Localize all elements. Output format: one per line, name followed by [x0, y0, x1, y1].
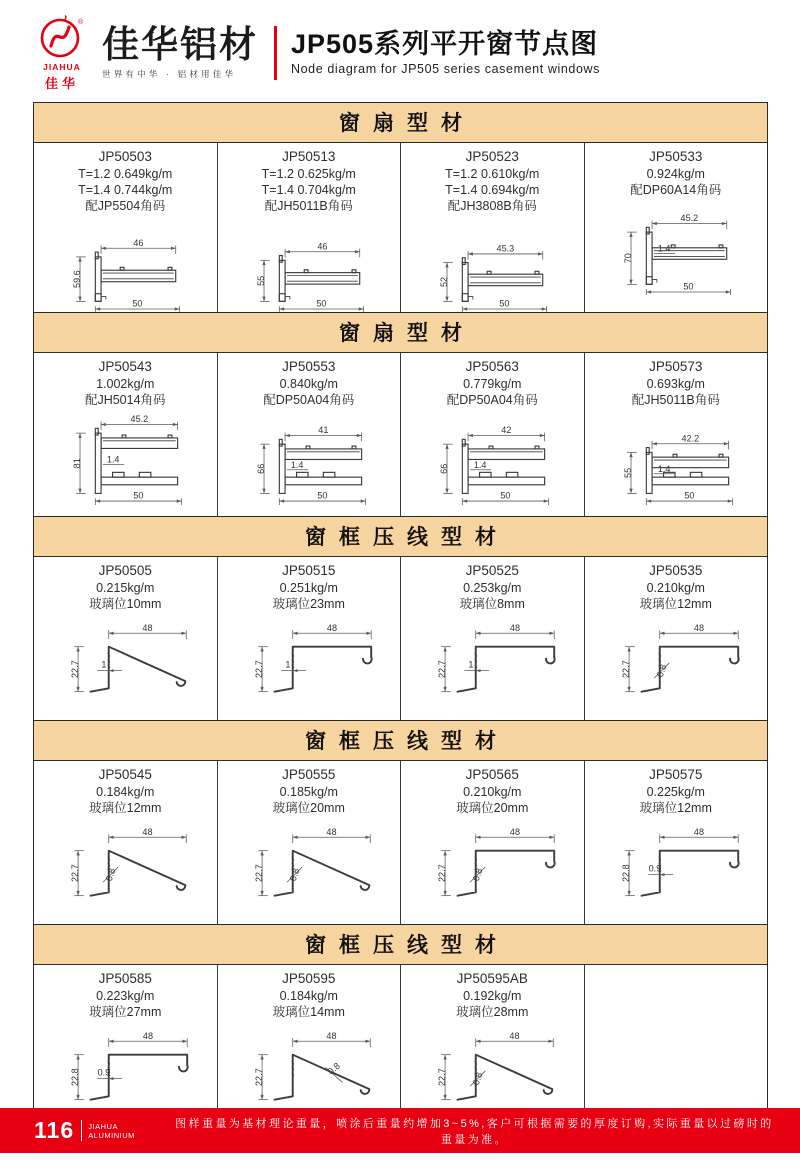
svg-text:50: 50 — [317, 490, 328, 501]
product-cell-JP50505 — [34, 557, 218, 720]
svg-text:1.4: 1.4 — [107, 454, 120, 465]
product-spec: 0.210kg/m — [463, 784, 522, 799]
svg-text:48: 48 — [693, 826, 704, 837]
product-spec: T=1.2 0.625kg/m — [261, 166, 356, 181]
product-cell-JP50575 — [585, 761, 768, 924]
svg-text:0.8: 0.8 — [104, 867, 118, 883]
product-spec: 玻璃位14mm — [272, 1004, 345, 1019]
product-spec: 0.251kg/m — [279, 580, 338, 595]
product-code: JP50595AB — [456, 970, 528, 986]
svg-text:48: 48 — [510, 622, 521, 633]
profile-drawing-JP50555 — [220, 819, 398, 913]
product-cell-JP50555 — [218, 761, 402, 924]
footer-note: 图样重量为基材理论重量，喷涂后重量约增加3~5%,客户可根据需要的厚度订购,实际重量以过磅时的重量为准。 — [175, 1117, 774, 1146]
product-spec: 配DP50A04角码 — [446, 392, 538, 407]
product-spec: 0.185kg/m — [279, 784, 338, 799]
svg-text:1.4: 1.4 — [657, 463, 671, 474]
product-cell-JP50513 — [218, 143, 402, 312]
product-spec: 玻璃位8mm — [459, 596, 525, 611]
profile-catalogue-table — [33, 102, 768, 1137]
svg-text:52: 52 — [439, 276, 450, 287]
section-body — [34, 353, 767, 516]
profile-drawing-JP50515 — [220, 615, 398, 709]
product-code: JP50515 — [282, 562, 336, 578]
svg-text:48: 48 — [143, 1030, 154, 1041]
product-spec: 0.184kg/m — [279, 988, 338, 1003]
svg-text:45.2: 45.2 — [130, 414, 149, 425]
svg-text:0.8: 0.8 — [654, 663, 669, 679]
product-cell-JP50523 — [401, 143, 585, 312]
svg-text:22.7: 22.7 — [253, 864, 264, 883]
svg-text:1: 1 — [101, 659, 107, 670]
profile-drawing-JP50585 — [36, 1023, 214, 1117]
product-spec: 配JH5014角码 — [84, 392, 166, 407]
profile-drawing-JP50573 — [587, 411, 765, 505]
product-spec: 0.840kg/m — [279, 376, 338, 391]
title-block — [291, 30, 600, 77]
logo-text-cn: 佳华 — [44, 75, 79, 91]
svg-text:22.7: 22.7 — [437, 864, 448, 883]
product-code: JP50523 — [465, 149, 519, 164]
product-cell-JP50545 — [34, 761, 218, 924]
brand-title: 佳华铝材 — [102, 23, 258, 65]
product-spec: 0.253kg/m — [463, 580, 522, 595]
product-spec: 0.215kg/m — [96, 580, 155, 595]
company-logo — [30, 15, 94, 92]
product-spec: 配JH3808B角码 — [447, 199, 537, 214]
product-spec: T=1.2 0.610kg/m — [445, 166, 540, 181]
svg-text:22.7: 22.7 — [437, 1068, 448, 1087]
section-title: 窗扇型材 — [34, 103, 767, 143]
profile-drawing-JP50553 — [220, 411, 398, 505]
footer-bar — [0, 1108, 800, 1153]
svg-text:66: 66 — [439, 463, 450, 474]
product-spec: 0.210kg/m — [646, 580, 705, 595]
svg-text:55: 55 — [255, 275, 266, 286]
svg-text:50: 50 — [683, 282, 694, 293]
product-code: JP50575 — [649, 766, 703, 782]
svg-text:22.8: 22.8 — [70, 1068, 81, 1087]
footer-brand-line2: ALUMINIUM — [88, 1130, 135, 1140]
profile-drawing-JP50595AB — [403, 1023, 581, 1117]
svg-text:1.4: 1.4 — [290, 459, 304, 470]
product-spec: 配DP60A14角码 — [630, 183, 722, 198]
product-code: JP50513 — [282, 149, 336, 164]
svg-text:41: 41 — [318, 425, 329, 436]
svg-text:1: 1 — [285, 659, 291, 670]
product-spec: T=1.4 0.704kg/m — [261, 183, 356, 198]
svg-text:22.7: 22.7 — [437, 660, 448, 679]
section-title: 窗框压线型材 — [34, 924, 767, 965]
svg-text:48: 48 — [326, 622, 337, 633]
svg-text:48: 48 — [326, 826, 337, 837]
section-title: 窗框压线型材 — [34, 720, 767, 761]
product-spec: 配JH5011B角码 — [631, 392, 720, 407]
product-spec: 玻璃位23mm — [272, 596, 345, 611]
section-body — [34, 143, 767, 312]
svg-text:48: 48 — [142, 622, 153, 633]
svg-text:®: ® — [78, 18, 84, 26]
profile-drawing-JP50595 — [220, 1023, 398, 1117]
svg-text:48: 48 — [510, 826, 521, 837]
product-code: JP50503 — [98, 149, 152, 164]
profile-drawing-JP50563 — [403, 411, 581, 505]
product-cell-JP50573 — [585, 353, 768, 516]
catalogue-section-2 — [34, 312, 767, 516]
product-spec: 0.225kg/m — [646, 784, 705, 799]
svg-text:50: 50 — [499, 298, 510, 309]
product-spec: 玻璃位28mm — [456, 1004, 529, 1019]
svg-text:0.8: 0.8 — [325, 1060, 342, 1077]
product-spec: 配DP50A04角码 — [263, 392, 355, 407]
product-code: JP50545 — [98, 766, 152, 782]
product-spec: T=1.2 0.649kg/m — [78, 166, 173, 181]
svg-text:45.2: 45.2 — [680, 213, 698, 224]
svg-text:0.9: 0.9 — [97, 1067, 111, 1078]
svg-text:1.4: 1.4 — [657, 243, 671, 254]
section-body — [34, 761, 767, 924]
product-spec: 配JP5504角码 — [85, 199, 166, 214]
profile-drawing-JP50565 — [403, 819, 581, 913]
product-spec: 0.223kg/m — [96, 988, 155, 1003]
page-subtitle: Node diagram for JP505 series casement windows — [291, 62, 600, 77]
product-code: JP50563 — [465, 358, 519, 374]
svg-text:0.8: 0.8 — [471, 867, 485, 883]
product-cell-JP50535 — [585, 557, 768, 720]
product-code: JP50573 — [649, 358, 703, 374]
product-code: JP50525 — [465, 562, 519, 578]
product-cell-JP50503 — [34, 143, 218, 312]
section-title: 窗框压线型材 — [34, 516, 767, 557]
svg-text:45.3: 45.3 — [496, 243, 515, 254]
logo-text-en: JIAHUA — [43, 61, 81, 72]
page-number: 116 — [34, 1117, 75, 1143]
svg-text:48: 48 — [142, 826, 153, 837]
svg-text:48: 48 — [509, 1030, 520, 1041]
product-code: JP50595 — [282, 970, 336, 986]
footer-brand — [88, 1122, 135, 1140]
product-cell-JP50543 — [34, 353, 218, 516]
svg-text:66: 66 — [255, 463, 266, 474]
profile-drawing-JP50513 — [220, 218, 398, 312]
svg-text:46: 46 — [133, 237, 144, 248]
product-spec: 玻璃位20mm — [272, 800, 345, 815]
section-title: 窗扇型材 — [34, 312, 767, 353]
svg-text:22.8: 22.8 — [620, 864, 631, 883]
svg-text:0.9: 0.9 — [648, 863, 662, 874]
product-cell-JP50515 — [218, 557, 402, 720]
footer-divider — [81, 1120, 82, 1141]
brand-slogan: 世界有中华 · 铝材用佳华 — [102, 69, 237, 80]
product-code: JP50543 — [98, 358, 152, 374]
product-spec: T=1.4 0.694kg/m — [445, 183, 540, 198]
profile-drawing-JP50545 — [36, 819, 214, 913]
svg-text:0.8: 0.8 — [287, 867, 302, 883]
section-body — [34, 557, 767, 720]
svg-text:50: 50 — [500, 490, 511, 501]
footer-brand-line1: JIAHUA — [88, 1121, 118, 1131]
product-spec: 0.924kg/m — [646, 166, 705, 181]
catalogue-section-1 — [34, 103, 767, 312]
svg-text:55: 55 — [622, 467, 633, 478]
product-spec: 玻璃位12mm — [639, 800, 712, 815]
profile-drawing-JP50503 — [36, 218, 214, 312]
product-cell-JP50553 — [218, 353, 402, 516]
product-code: JP50555 — [282, 766, 336, 782]
svg-text:48: 48 — [693, 622, 704, 633]
brand-block — [102, 23, 258, 81]
svg-text:22.7: 22.7 — [620, 660, 631, 679]
svg-text:22.7: 22.7 — [70, 864, 81, 883]
svg-text:1: 1 — [468, 659, 474, 670]
svg-text:1.4: 1.4 — [474, 459, 487, 470]
profile-drawing-JP50533 — [587, 201, 765, 295]
svg-text:50: 50 — [132, 298, 143, 309]
profile-drawing-JP50535 — [587, 615, 765, 709]
page-header — [0, 0, 800, 91]
product-code: JP50533 — [649, 149, 703, 164]
product-spec: 配JH5011B角码 — [264, 199, 353, 214]
product-spec: 0.693kg/m — [646, 376, 705, 391]
svg-text:42: 42 — [501, 425, 512, 436]
svg-text:0.8: 0.8 — [471, 1071, 485, 1087]
catalogue-section-4 — [34, 720, 767, 924]
catalogue-section-3 — [34, 516, 767, 720]
svg-text:50: 50 — [133, 490, 144, 501]
svg-text:81: 81 — [72, 458, 83, 469]
product-spec: 玻璃位10mm — [89, 596, 162, 611]
profile-drawing-JP50523 — [403, 218, 581, 312]
svg-text:50: 50 — [684, 490, 695, 501]
product-cell-JP50525 — [401, 557, 585, 720]
catalogue-section-5 — [34, 924, 767, 1136]
product-code: JP50585 — [98, 970, 152, 986]
product-spec: 玻璃位12mm — [639, 596, 712, 611]
product-spec: 0.192kg/m — [463, 988, 522, 1003]
product-spec: T=1.4 0.744kg/m — [78, 183, 173, 198]
svg-text:59.6: 59.6 — [72, 269, 83, 288]
svg-text:48: 48 — [326, 1030, 337, 1041]
svg-text:46: 46 — [317, 240, 328, 251]
svg-text:22.7: 22.7 — [253, 1068, 264, 1087]
product-code: JP50505 — [98, 562, 152, 578]
product-spec: 0.184kg/m — [96, 784, 155, 799]
product-cell-JP50533 — [585, 143, 768, 312]
product-code: JP50565 — [465, 766, 519, 782]
product-spec: 0.779kg/m — [463, 376, 522, 391]
svg-text:50: 50 — [316, 298, 327, 309]
page-title: JP505系列平开窗节点图 — [291, 28, 599, 59]
svg-text:22.7: 22.7 — [253, 660, 264, 679]
product-spec: 玻璃位27mm — [89, 1004, 162, 1019]
product-spec: 玻璃位20mm — [456, 800, 529, 815]
svg-text:70: 70 — [622, 253, 633, 264]
product-spec: 玻璃位12mm — [89, 800, 162, 815]
product-cell-JP50565 — [401, 761, 585, 924]
profile-drawing-JP50543 — [36, 411, 214, 505]
product-cell-JP50563 — [401, 353, 585, 516]
svg-text:42.2: 42.2 — [681, 433, 699, 444]
profile-drawing-JP50575 — [587, 819, 765, 913]
header-divider — [274, 26, 277, 80]
profile-drawing-JP50505 — [36, 615, 214, 709]
profile-drawing-JP50525 — [403, 615, 581, 709]
jiahua-monogram-icon — [39, 15, 85, 61]
svg-text:22.7: 22.7 — [70, 660, 81, 679]
product-spec: 1.002kg/m — [96, 376, 155, 391]
product-code: JP50553 — [282, 358, 336, 374]
product-code: JP50535 — [649, 562, 703, 578]
